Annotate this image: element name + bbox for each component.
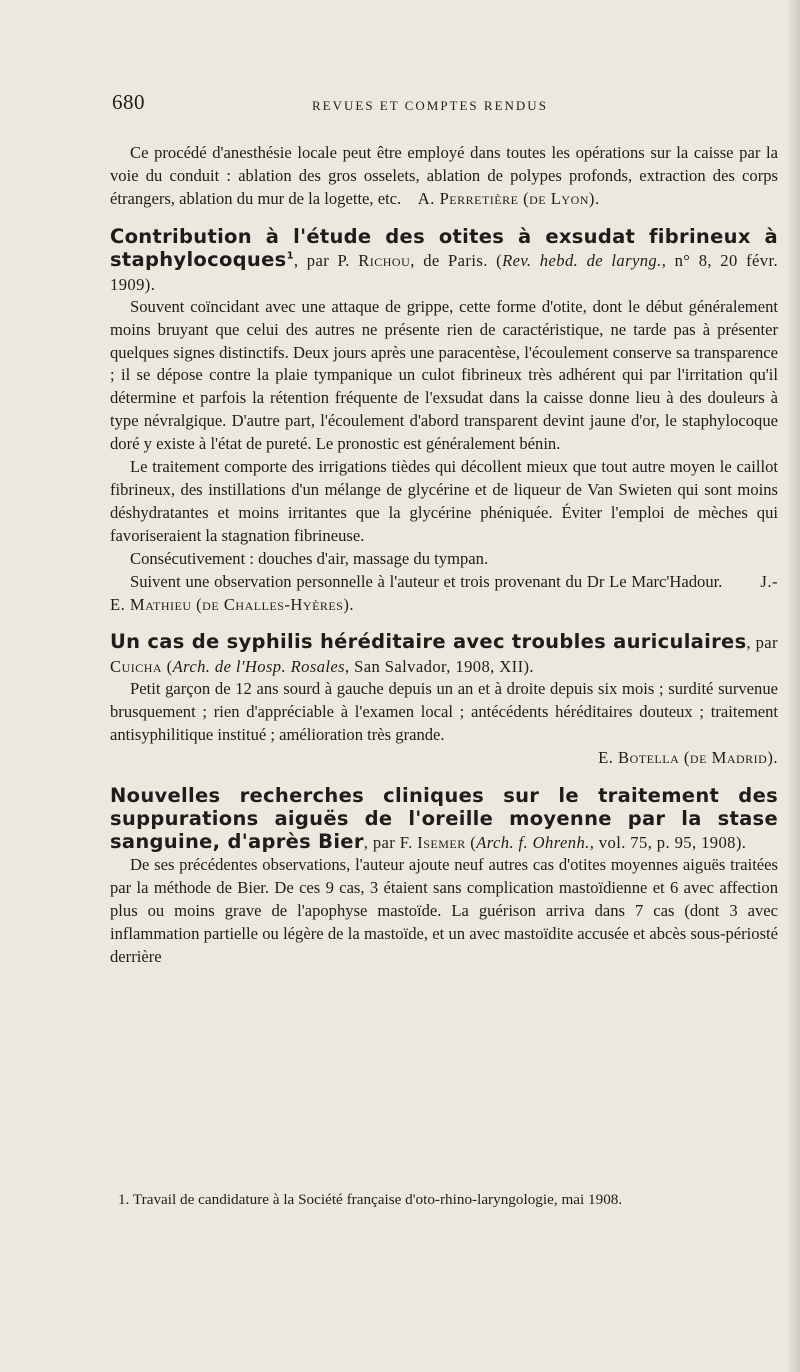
article-signature-text: E. Botella (de Madrid). — [598, 748, 778, 768]
page-edge — [788, 0, 800, 1372]
journal-name: Rev. hebd. de laryng. — [502, 250, 662, 270]
article-title-text: Nouvelles recherches cliniques sur le traitement des suppurations aiguës de l'oreille moyenne par la stase sanguine, d'après Bier — [110, 784, 778, 854]
citation-middle: ( — [465, 833, 477, 853]
intro-paragraph — [110, 142, 778, 211]
article-paragraph: Consécutivement : douches d'air, massage du tympan. — [130, 548, 489, 568]
running-title: REVUES ET COMPTES RENDUS — [312, 98, 548, 113]
article-stase-sanguine — [110, 784, 778, 969]
intro-entry — [110, 142, 778, 211]
article-paragraph: Souvent coïncidant avec une attaque de grippe, cette forme d'otite, dont le début généralement moins bruyant que celui des autres ne présente rien de caractéristique, ne tarde pas à présenter quelques signes distinctifs. Deux jours après une paracentèse, l'écoulement conserve sa transparence ; il se dépose contre la plaie tympanique un culot fibrineux très adhérent qui par l'irritation qu'il détermine et parfois la rétention fréquente de l'exsudat dans la caisse donne lieu à des douleurs à type névralgique. D'autre part, l'écoulement d'abord transparent devint jaune d'or, le staphylocoque doré y existe à l'état de pureté. Le pronostic est généralement bénin. — [110, 296, 778, 454]
citation-prefix: , par F. — [363, 833, 418, 853]
article-paragraph: Le traitement comporte des irrigations tièdes qui décollent mieux que tout autre moyen le caillot fibrineux, des instillations d'un mélange de glycérine et de liqueur de Van Swieten qui sont moins déshydratantes et moins irritantes que la glycérine phéniquée. Éviter l'emploi de mèches qui favoriseraient la stagnation fibrineuse. — [110, 457, 778, 545]
article-title — [90, 630, 778, 678]
article-title — [90, 225, 778, 296]
footnote — [110, 1190, 778, 1211]
intro-signature: A. Perretière (de Lyon). — [417, 188, 600, 208]
citation-middle: ( — [162, 657, 173, 677]
intro-text: Ce procédé d'anesthésie locale peut être employé dans toutes les opérations sur la caisse par la voie du conduit : ablation des gros osselets, ablation de polypes profonds, extraction des corps étrangers, ablation du mur de la logette, etc. — [110, 143, 778, 208]
page-number: 680 — [112, 90, 145, 114]
citation-prefix: , par P. — [293, 250, 359, 270]
article-signature — [110, 747, 778, 770]
citation-prefix: , par — [746, 633, 778, 653]
journal-name: Arch. de l'Hosp. Rosales — [172, 657, 346, 677]
article-paragraph: Petit garçon de 12 ans sourd à gauche depuis un an et à droite depuis six mois ; surdité survenue brusquement ; rien d'appréciable à l'examen local ; antécédents héréditaires douteux ; traitement antisyphilitique institué ; amélioration très grande. — [110, 679, 778, 745]
page-body — [110, 142, 778, 969]
page-header — [112, 90, 780, 120]
citation-middle: , de Paris. ( — [410, 250, 503, 270]
article-title — [90, 784, 778, 854]
article-title-text: Un cas de syphilis héréditaire avec troubles auriculaires — [110, 630, 747, 654]
article-author: Isemer — [417, 833, 466, 853]
citation-suffix: , n° 8, 20 févr. 1909). — [110, 250, 779, 294]
citation-suffix: , San Salvador, 1908, XII). — [345, 657, 534, 677]
article-paragraph: De ses précédentes observations, l'auteur ajoute neuf autres cas d'otites moyennes aiguës traitées par la méthode de Bier. De ces 9 cas, 3 étaient sans complication mastoïdienne et 6 avec affection plus ou moins grave de l'apophyse mastoïde. La guérison arriva dans 7 cas (dont 3 avec inflammation partielle ou légère de la mastoïde, et un avec mastoïdite accusée et abcès sous-périosté derrière — [110, 855, 778, 966]
footnote-text: 1. Travail de candidature à la Société française d'oto-rhino-laryngologie, mai 1908. — [118, 1191, 623, 1208]
article-syphilis — [110, 630, 778, 770]
article-title-text: Contribution à l'étude des otites à exsudat fibrineux à staphylocoques — [110, 224, 778, 271]
article-author: Cuicha — [110, 657, 163, 677]
footnote-mark: 1 — [286, 250, 294, 262]
citation-suffix: , vol. 75, p. 95, 1908). — [589, 833, 747, 853]
article-author: Richou — [358, 250, 411, 270]
article-paragraph — [110, 571, 778, 617]
article-otites-fibrineux — [110, 225, 778, 617]
article-paragraph-text: Suivent une observation personnelle à l'auteur et trois provenant du Dr Le Marc'Hadour. — [130, 571, 723, 591]
article-signature: J.-E. Mathieu (de Challes-Hyères). — [110, 571, 778, 614]
journal-name: Arch. f. Ohrenh. — [476, 833, 590, 853]
